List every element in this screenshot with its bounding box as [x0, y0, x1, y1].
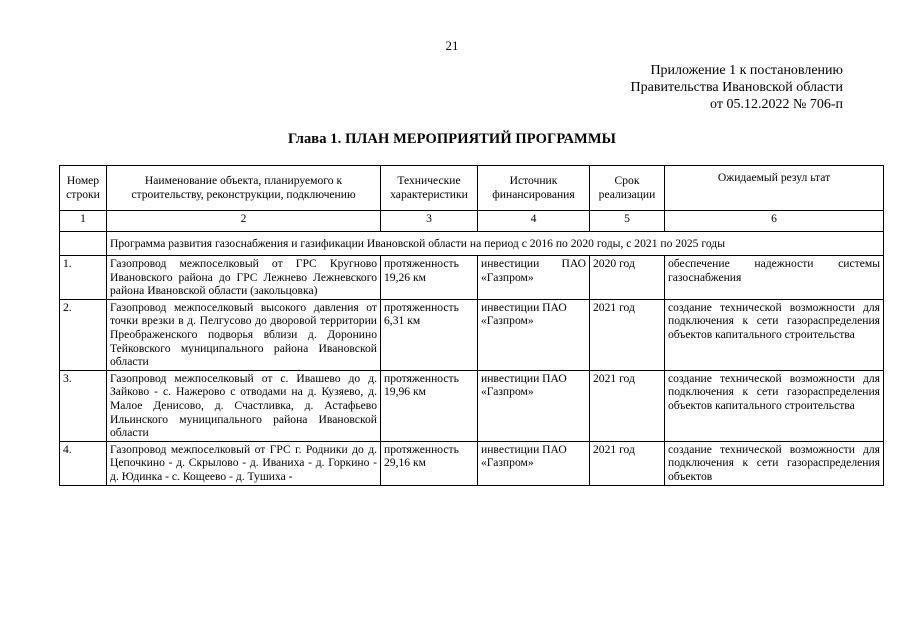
plan-table — [59, 165, 884, 486]
row-number: 3. — [60, 370, 107, 441]
program-row-empty — [60, 232, 107, 256]
header-source: Источник финансирования — [478, 166, 590, 211]
tech-characteristics: протяженность 29,16 км — [381, 441, 478, 485]
object-name: Газопровод межпоселковый от ГРС Кругново Ивановского района до ГРС Лежнево Лежневского района Ивановской области (закольцовка) — [107, 256, 381, 300]
header-tech: Технические характеристики — [381, 166, 478, 211]
program-row — [60, 232, 884, 256]
funding-source: инвестиции ПАО «Газпром» — [478, 299, 590, 370]
term: 2021 год — [590, 299, 665, 370]
row-number: 1. — [60, 256, 107, 300]
appendix-note — [631, 62, 843, 113]
term: 2021 год — [590, 441, 665, 485]
appendix-line-2: Правительства Ивановской области — [630, 80, 843, 95]
column-number: 6 — [665, 211, 884, 232]
table-row — [60, 370, 884, 441]
funding-source: инвестиции ПАО «Газпром» — [478, 441, 590, 485]
row-number: 2. — [60, 299, 107, 370]
header-row — [60, 166, 884, 211]
column-number: 4 — [478, 211, 590, 232]
expected-result: обеспечение надежности системы газоснабжения — [665, 256, 884, 300]
object-name: Газопровод межпоселковый от с. Ивашево до д. Зайково - с. Нажерово с отводами на д. Кузяево, д. Малое Денисово, д. Счастливка, д. Астафьево Ильинского муниципального района Ивановской области — [107, 370, 381, 441]
term: 2021 год — [590, 370, 665, 441]
column-number-row — [60, 211, 884, 232]
expected-result: создание технической возможности для подключения к сети газораспределения объектов — [665, 441, 884, 485]
column-number: 3 — [381, 211, 478, 232]
header-name: Наименование объекта, планируемого к строительству, реконструкции, подключению — [107, 166, 381, 211]
column-number: 2 — [107, 211, 381, 232]
object-name: Газопровод межпоселковый высокого давления от точки врезки в д. Пелгусово до дворовой территории Преображенского подворья вблизи д. Доронино Тейковского муниципального района Ивановской области — [107, 299, 381, 370]
table-row — [60, 256, 884, 300]
tech-characteristics: протяженность 19,26 км — [381, 256, 478, 300]
header-result: Ожидаемый резул ьтат — [665, 166, 884, 211]
header-number: Номер строки — [60, 166, 107, 211]
funding-source: инвестиции ПАО «Газпром» — [478, 256, 590, 300]
page-number: 21 — [445, 38, 459, 53]
appendix-line-1: Приложение 1 к постановлению — [650, 63, 843, 78]
header-term: Срок реализации — [590, 166, 665, 211]
table-row — [60, 441, 884, 485]
program-title: Программа развития газоснабжения и газификации Ивановской области на период с 2016 по 2020 годы, с 2021 по 2025 годы — [107, 232, 884, 256]
expected-result: создание технической возможности для подключения к сети газораспределения объектов капитального строительства — [665, 370, 884, 441]
object-name: Газопровод межпоселковый от ГРС г. Родники до д. Цепочкино - д. Скрылово - д. Иваниха - д. Горкино - д. Юдинка - с. Кощеево - д. Тушиха - — [107, 441, 381, 485]
chapter-title: Глава 1. ПЛАН МЕРОПРИЯТИЙ ПРОГРАММЫ — [288, 131, 616, 147]
expected-result: создание технической возможности для подключения к сети газораспределения объектов капитального строительства — [665, 299, 884, 370]
column-number: 1 — [60, 211, 107, 232]
tech-characteristics: протяженность 6,31 км — [381, 299, 478, 370]
funding-source: инвестиции ПАО «Газпром» — [478, 370, 590, 441]
tech-characteristics: протяженность 19,96 км — [381, 370, 478, 441]
appendix-line-3: от 05.12.2022 № 706-п — [710, 97, 843, 112]
row-number: 4. — [60, 441, 107, 485]
table-row — [60, 299, 884, 370]
term: 2020 год — [590, 256, 665, 300]
column-number: 5 — [590, 211, 665, 232]
